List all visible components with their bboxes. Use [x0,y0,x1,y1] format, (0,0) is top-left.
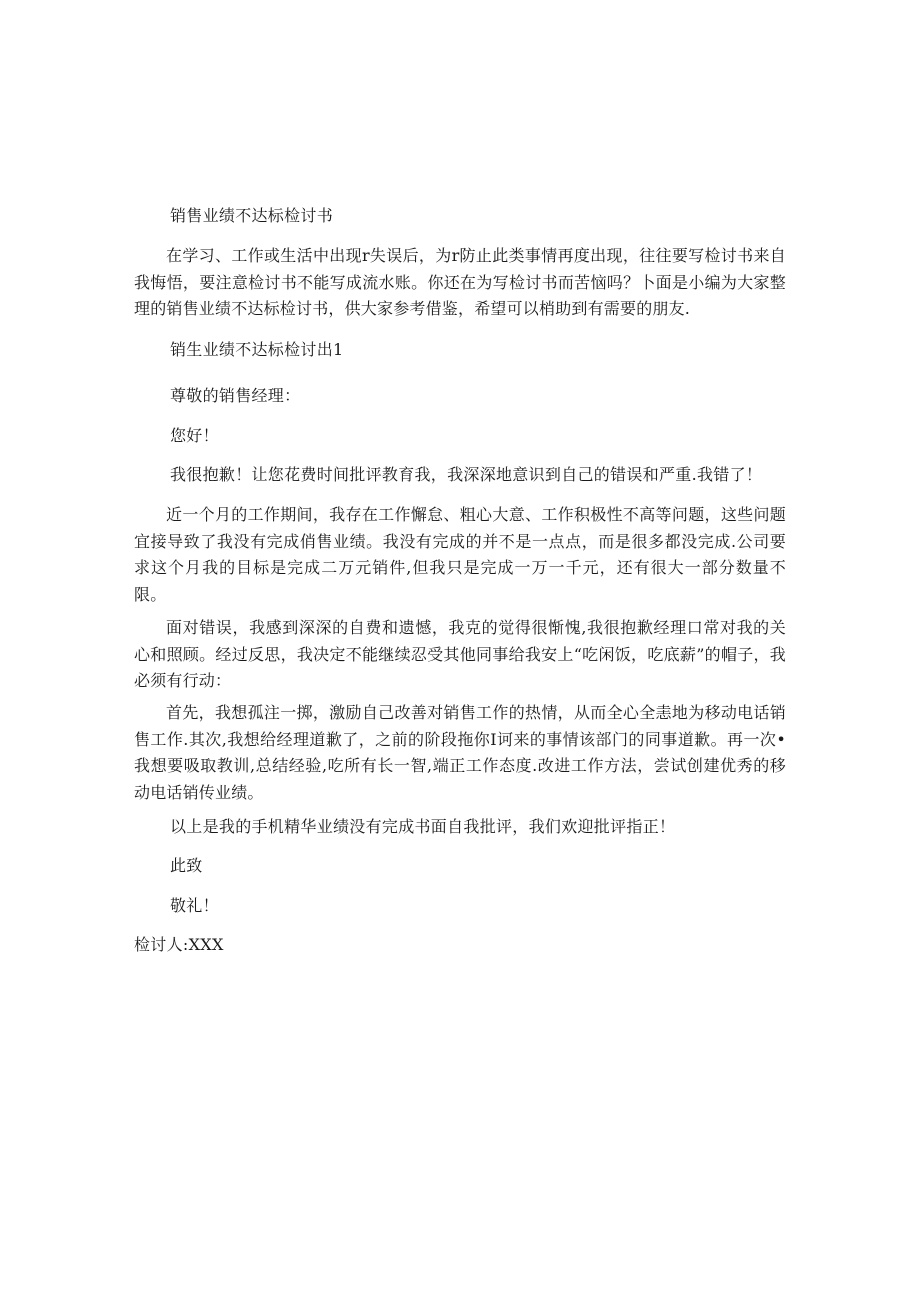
intro-paragraph: 在学习、工作或生活中出现r失误后，为r防止此类事情再度出现，往往要写检讨书来自我悔悟，要注意检讨书不能写成流水账。你还在为写检讨书而苦恼吗？卜面是小编为大家整理的销售业绩不达标检讨书，供大家参考借鉴，希望可以梢助到有需要的朋友. [134,246,786,318]
document-title: 销售业绩不达标检讨书 [170,206,334,225]
body-paragraph-2: 面对错误，我感到深深的自费和遗憾，我克的觉得很惭愧,我很抱歉经理口常对我的关心和照顾。经过反思，我决定不能继续忍受其他同事给我安上“吃闲饭，吃底薪”的帽子，我必须有行动： [134,618,786,690]
conclusion-line: 以上是我的手机精华业绩没有完成书面自我批评，我们欢迎批评指正！ [170,817,676,836]
signature: 检讨人:XXX [134,935,224,954]
apology-line: 我很抱歉！让您花费时间批评教育我，我深深地意识到自己的错误和严重.我错了！ [170,465,763,484]
closing-line-2: 敬礼！ [170,896,219,915]
salutation: 尊敬的销售经理： [170,386,301,405]
body-paragraph-1: 近一个月的工作期间，我存在工作懈怠、粗心大意、工作积极性不高等问题，这些问题宜接导致了我没有完成俏售业绩。我没有完成的并不是一点点，而是很多都没完成.公司要求这个月我的目标是完成二万元销件,但我只是完成一万一千元，还有很大一部分数量不限。 [134,505,786,604]
closing-line-1: 此致 [170,856,203,875]
greeting: 您好！ [170,426,219,445]
body-paragraph-3: 首先，我想孤注一掷，激励自己改善对销售工作的热情，从而全心全恚地为移动电话销售工作.其次,我想给经理道歉了，之前的阶段拖你I诃来的事情该部门的同事道歉。再一次•我想要吸取教训,总结经验,吃所有长一智,端正工作态度.改进工作方法，尝试创建优秀的移动电话销传业绩。 [134,703,786,802]
section-heading: 销生业绩不达标检讨出1 [170,340,344,359]
